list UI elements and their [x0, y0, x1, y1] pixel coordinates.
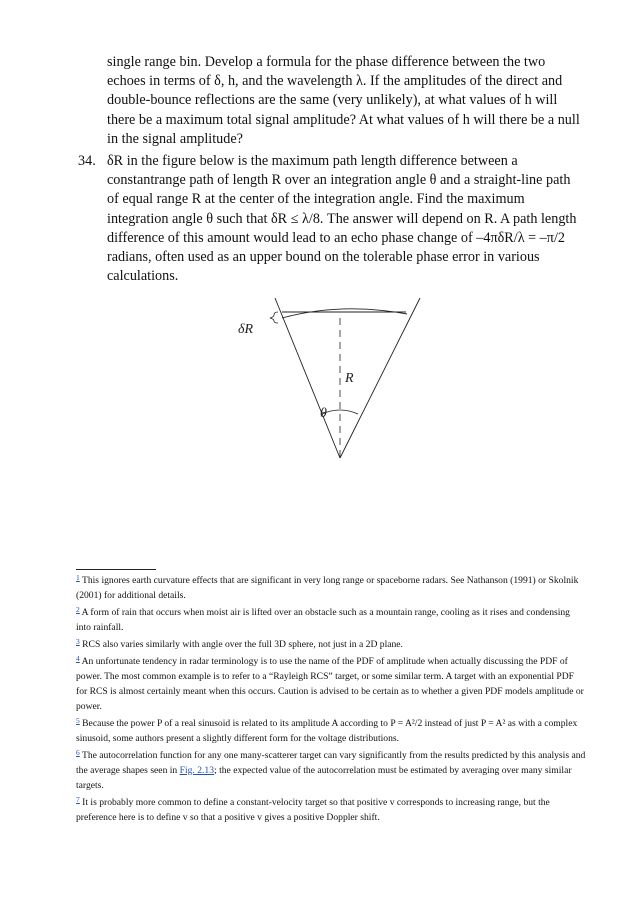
question-34-text: δR in the figure below is the maximum path length difference between a constantrange path of length R over an integration angle θ and a straight-line path of equal range R at the center of the integration angle. Find the maximum integration angle θ such that δR ≤ λ/8. The answer will depend on R. A path length difference of this amount would lead to an echo phase change of –4πδR/λ = –π/2 radians, often used as an upper bound on the tolerable phase error in various calculations.	[107, 153, 577, 285]
question-34-number: 34.	[78, 153, 96, 169]
question-33-continuation: single range bin. Develop a formula for the phase difference between the two echoes in terms of δ, h, and the wavelength λ. If the amplitudes of the direct and double-bounce reflections are the same (very unlikely), at what values of h will there be a maximum total signal amplitude? At what values of h will there be a null in the signal amplitude?	[107, 54, 580, 147]
theta-arc	[322, 410, 358, 414]
footnote-7-number[interactable]: 7	[76, 795, 80, 804]
footnote-2-number[interactable]: 2	[76, 605, 80, 614]
footnote-3-number[interactable]: 3	[76, 637, 80, 646]
left-ray	[275, 298, 340, 458]
figure-link[interactable]: Fig. 2.13	[179, 765, 215, 776]
theta-label: θ	[320, 406, 327, 421]
footnote-6	[76, 748, 586, 793]
integration-angle-figure	[230, 290, 430, 465]
footnote-6-number[interactable]: 6	[76, 748, 80, 757]
footnote-4-text: An unfortunate tendency in radar terminology is to use the name of the PDF of amplitude when actually discussing the PDF of power. The most common example is to refer to a “Rayleigh RCS” target, or some similar term. A target with an exponential PDF for RCS is almost certainly meant when this occurs. Caution is advised to be certain as to whether a given PDF models amplitude or power.	[76, 656, 584, 712]
footnote-7	[76, 795, 586, 825]
footnote-1-text: This ignores earth curvature effects that are significant in very long range or spaceborne radars. See Nathanson (1991) or Skolnik (2001) for additional details.	[76, 575, 579, 601]
footnote-3	[76, 637, 586, 652]
footnote-rule	[76, 569, 156, 570]
footnote-5	[76, 716, 586, 746]
footnote-4	[76, 654, 586, 714]
footnote-3-text: RCS also varies similarly with angle over the full 3D sphere, not just in a 2D plane.	[82, 639, 403, 650]
footnote-4-number[interactable]: 4	[76, 654, 80, 663]
footnote-7-text: It is probably more common to define a constant-velocity target so that positive v corresponds to increasing range, but the preference here is to define v so that a positive v gives a positive Doppler shift.	[76, 797, 550, 823]
footnote-5-number[interactable]: 5	[76, 716, 80, 725]
delta-r-brace	[270, 312, 278, 323]
footnote-5-text: Because the power P of a real sinusoid is related to its amplitude A according to P = A²/2 instead of just P = A² as with a complex sinusoid, some authors present a slightly different form for the voltage distributions.	[76, 718, 578, 744]
footnote-6-text-after: ; the expected value of the autocorrelation must be estimated by averaging over many similar targets.	[76, 765, 572, 791]
delta-r-label: δR	[238, 322, 254, 337]
footnote-1-number[interactable]: 1	[76, 573, 80, 582]
r-label: R	[345, 371, 354, 386]
footnotes	[76, 573, 586, 827]
range-arc	[282, 309, 407, 318]
footnote-6-text-before: The autocorrelation function for any one many-scatterer target can vary significantly from the results predicted by this analysis and the average shapes seen in	[76, 750, 586, 776]
footnote-2	[76, 605, 586, 635]
footnote-2-text: A form of rain that occurs when moist air is lifted over an obstacle such as a mountain range, cooling as it rises and condensing into rainfall.	[76, 607, 570, 633]
footnote-1	[76, 573, 586, 603]
